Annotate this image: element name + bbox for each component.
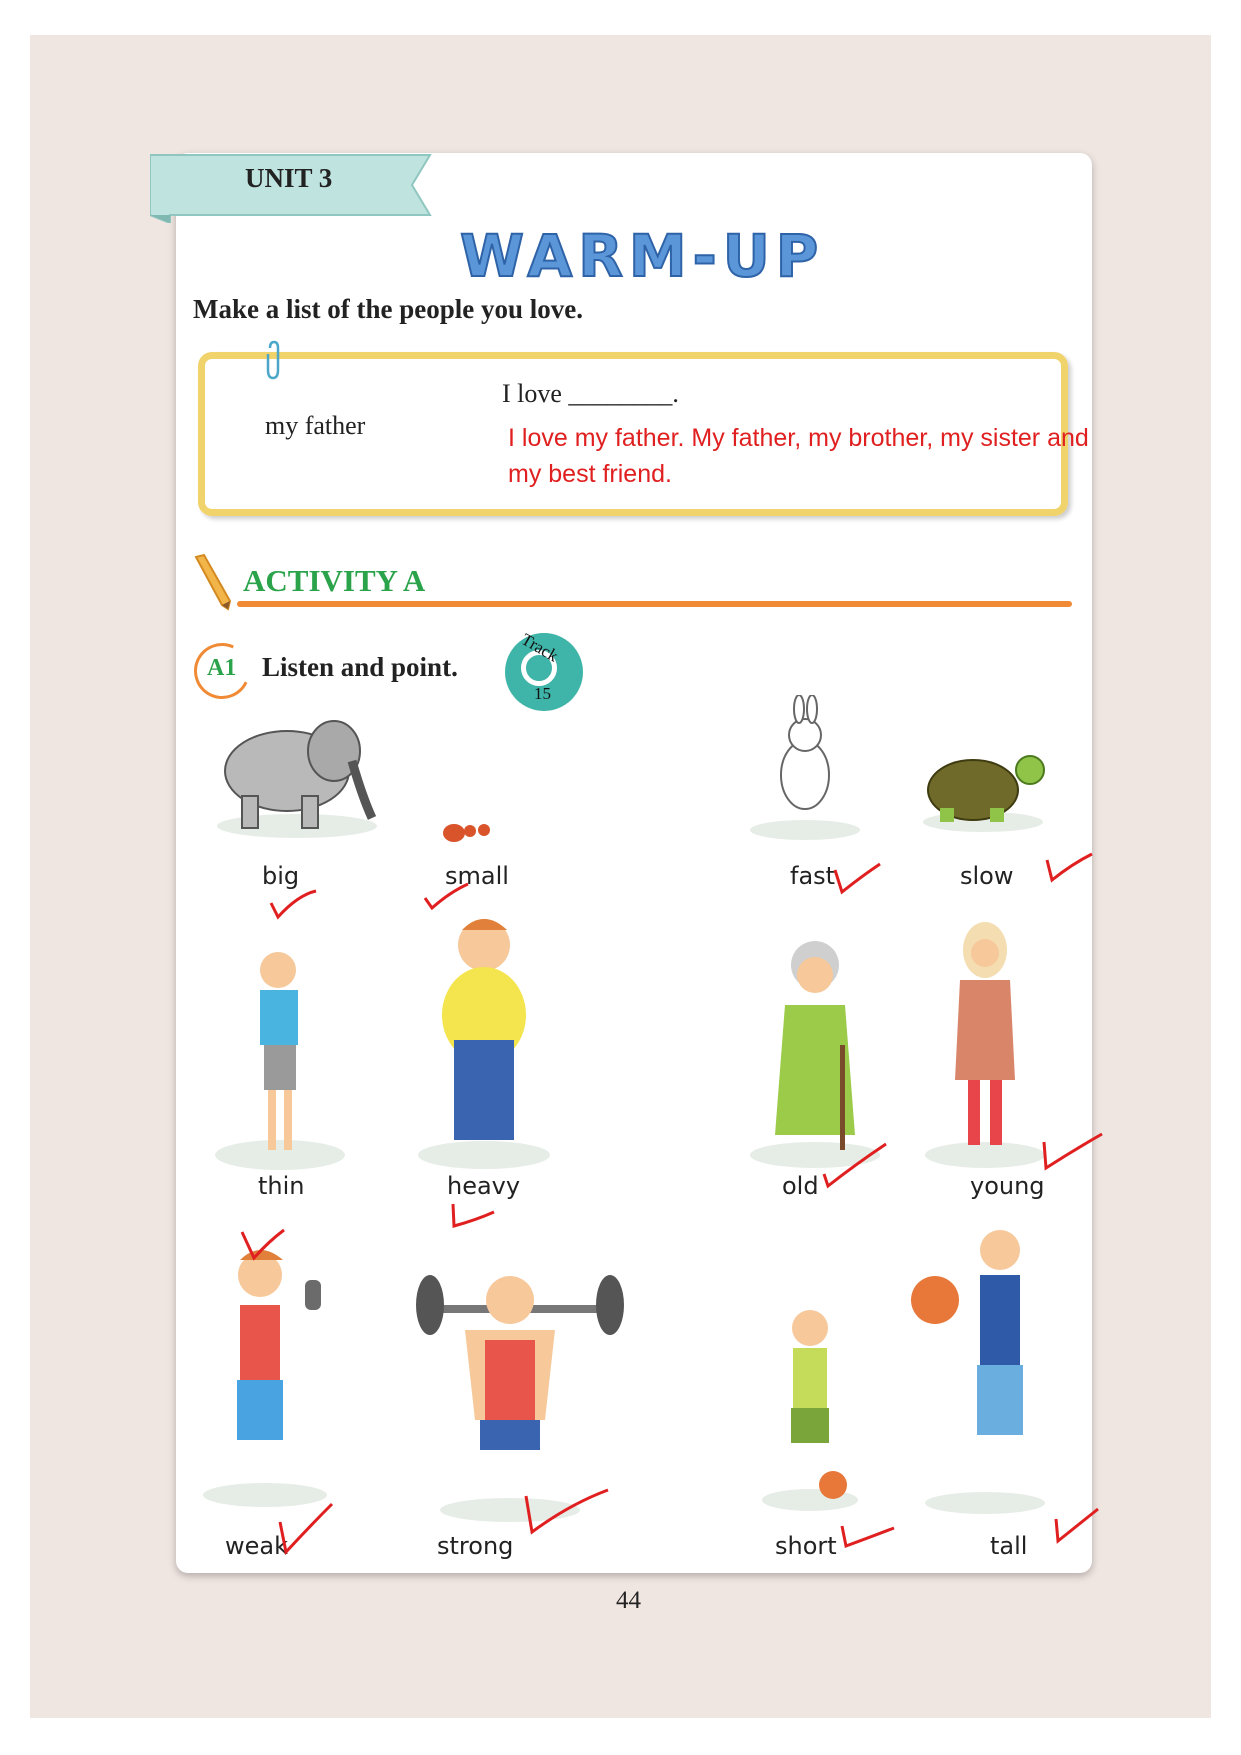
rabbit-illustration [745,695,865,845]
example-text: my father [265,411,366,440]
turtle-illustration [918,740,1048,835]
young-woman-illustration [920,915,1050,1170]
check-mark-icon [1044,850,1096,888]
weak-boy-illustration [195,1240,345,1510]
check-mark-icon [820,1140,890,1190]
activity-title: ACTIVITY A [243,563,426,598]
task-number: A1 [207,655,237,681]
task-instruction: Listen and point. [262,652,458,682]
section-title: WARM-UP [460,222,825,290]
check-mark-icon [1052,1505,1102,1545]
word-label: tall [990,1532,1028,1560]
check-mark-icon [522,1486,612,1536]
short-boy-illustration [755,1300,865,1515]
check-mark-icon [838,1522,898,1552]
activity-underline [237,601,1072,607]
instruction: Make a list of the people you love. [193,294,583,324]
word-label: small [445,862,509,890]
word-label: young [970,1172,1045,1200]
word-label: weak [225,1532,288,1560]
word-label: heavy [447,1172,521,1200]
word-label: slow [960,862,1014,890]
heavy-man-illustration [412,910,557,1170]
pencil-icon [190,553,234,611]
unit-label: UNIT 3 [245,163,333,193]
word-label: thin [258,1172,305,1200]
prompt-text: I love ________. [502,379,679,408]
ant-illustration [440,818,500,848]
old-woman-illustration [745,935,885,1170]
track-number: 15 [534,684,551,703]
track-label: Track [518,629,562,666]
word-label: fast [790,862,836,890]
thin-boy-illustration [210,940,350,1170]
check-mark-icon [422,880,472,910]
check-mark-icon [276,1500,336,1556]
check-mark-icon [832,860,884,898]
handwritten-answer: I love my father. My father, my brother, my sister and my best friend. [508,424,1089,488]
paperclip-icon [266,340,280,380]
check-mark-icon [238,1226,288,1262]
tall-man-illustration [905,1215,1055,1515]
word-label: short [775,1532,837,1560]
check-mark-icon [448,1190,498,1232]
word-label: old [782,1172,819,1200]
word-label: big [262,862,300,890]
word-label: strong [437,1532,514,1560]
page-number: 44 [616,1587,641,1614]
elephant-illustration [212,706,382,841]
check-mark-icon [1040,1130,1105,1174]
check-mark-icon [268,885,320,921]
